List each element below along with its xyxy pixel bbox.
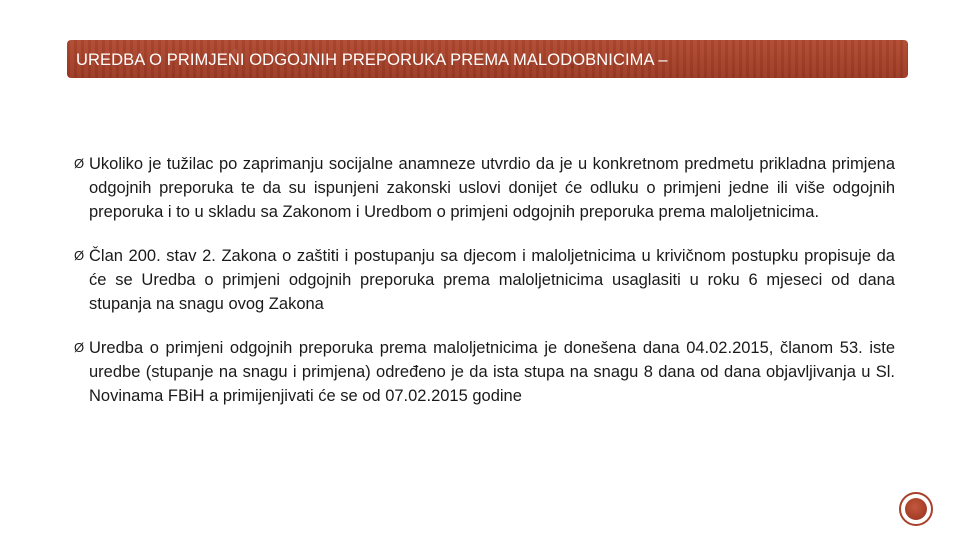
bullet-text: Uredba o primjeni odgojnih preporuka prema maloljetnicima je donešena dana 04.02.2015, članom 53. iste uredbe (stupanje na snagu i primjena) određeno je da ista stupa na snagu 8 dana od dana objavljivanja u Sl. Novinama FBiH a primijenjivati će se od 07.02.2015 godine [89,339,895,405]
bullet-text: Član 200. stav 2. Zakona o zaštiti i postupanju sa djecom i maloljetnicima u krivičnom postupku propisuje da će se Uredba o primjeni odgojnih preporuka prema maloljetnicima usaglasiti u roku 6 mjeseci od dana stupanja na snagu ovog Zakona [89,247,895,313]
bullet-item [74,152,895,224]
bullet-text: Ukoliko je tužilac po zaprimanju socijalne anamneze utvrdio da je u konkretnom predmetu prikladna primjena odgojnih preporuka te da su ispunjeni zakonski uslovi donijet će odluku o primjeni jedne ili više odgojnih preporuka i to u skladu sa Zakonom i Uredbom o primjeni odgojnih preporuka prema maloljetnicima. [89,155,895,221]
logo-badge-icon [899,492,933,526]
arrow-check-bullet-icon: Ø [74,340,85,355]
title-bar [67,40,908,78]
arrow-check-bullet-icon: Ø [74,156,85,171]
bullet-item [74,244,895,316]
bullet-item [74,336,895,408]
logo-badge-inner [905,498,927,520]
arrow-check-bullet-icon: Ø [74,248,85,263]
slide-title: UREDBA O PRIMJENI ODGOJNIH PREPORUKA PREMA MALODOBNICIMA – [76,51,668,69]
content-body [74,152,895,428]
